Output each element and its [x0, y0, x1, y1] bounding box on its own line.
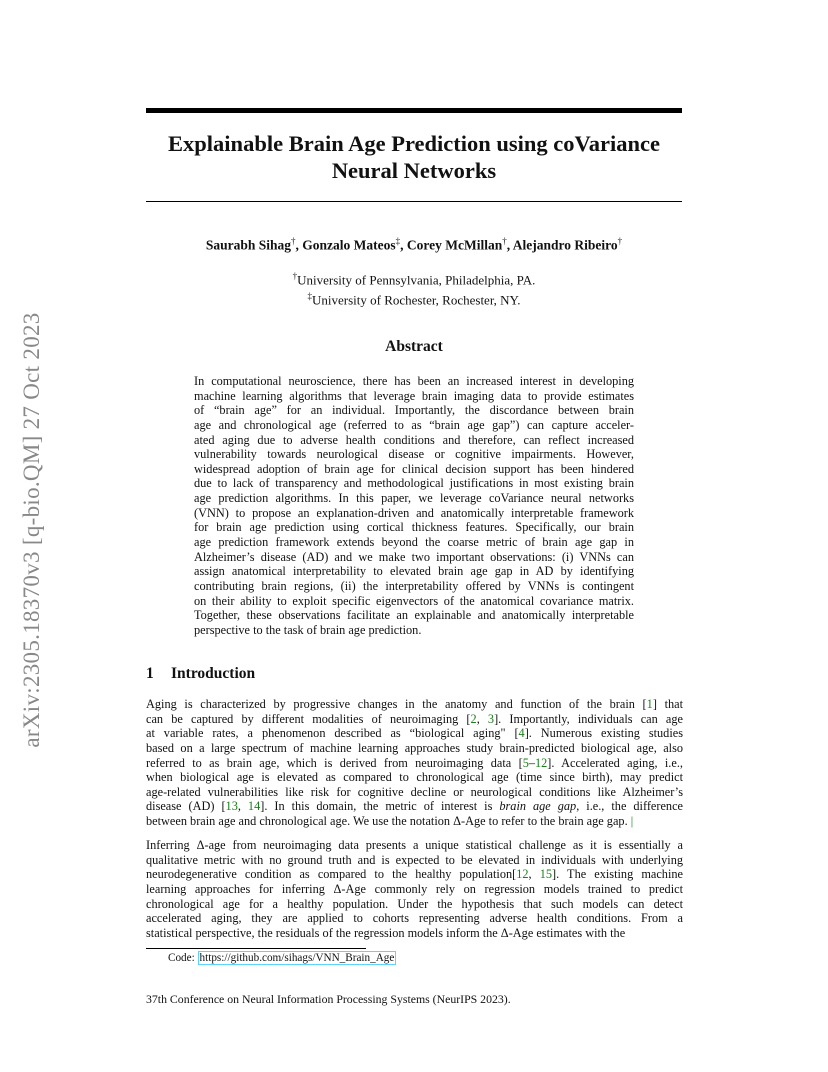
conference-footer: 37th Conference on Neural Information Processing Systems (NeurIPS 2023).: [146, 992, 511, 1006]
text-line: [146, 882, 683, 897]
title-line: Neural Networks: [331, 158, 497, 183]
abstract-body: [194, 374, 634, 638]
affiliation: [146, 288, 682, 308]
author-list: Saurabh Sihag†, Gonzalo Mateos‡, Corey McMillan†, Alejandro Ribeiro†: [205, 236, 623, 253]
abstract-line: assign anatomical interpretability to elevated brain age gap in AD by identifying: [194, 564, 634, 579]
title-bottom-rule: [146, 201, 682, 202]
citation-link[interactable]: 12: [535, 755, 548, 770]
affiliation: [146, 268, 682, 288]
section-title: Introduction: [171, 665, 256, 682]
text-line: [146, 897, 683, 912]
abstract-line: age prediction framework extends beyond the coarse metric of brain age gap in: [194, 535, 634, 550]
text-segment: learning approaches for inferring Δ-Age commonly rely on regression models trained to predict: [146, 881, 683, 896]
citation-link[interactable]: 4: [518, 726, 525, 741]
text-line: [146, 814, 683, 829]
abstract-line: contributing brain regions, (ii) the interpretability offered by VNNs is contingent: [194, 578, 634, 593]
abstract-line: In computational neuroscience, there has been an increased interest in developing: [194, 374, 634, 388]
text-line: [146, 867, 683, 882]
text-segment: , i.e., the difference: [576, 799, 683, 814]
text-line: [146, 726, 683, 741]
text-segment: neurodegenerative condition as compared to the healthy population[: [146, 867, 517, 882]
text-line: [146, 785, 683, 800]
author-mark: †: [502, 236, 507, 246]
text-line: [146, 712, 683, 727]
text-segment: ,: [476, 711, 488, 726]
abstract-line: perspective to the task of brain age prediction.: [194, 622, 422, 637]
text-segment: ]. The existing machine: [552, 867, 683, 882]
footnote-rule: [146, 948, 366, 949]
citation-link[interactable]: 1: [646, 697, 653, 711]
paper-title: [146, 130, 682, 184]
citation-link[interactable]: |: [630, 814, 634, 829]
text-segment: qualitative metric with no ground truth and is expected to be elevated in individuals with underlying: [146, 852, 683, 867]
citation-link[interactable]: 14: [247, 799, 261, 814]
text-segment: Inferring Δ-age from neuroimaging data presents a unique statistical challenge as it is essentially a: [146, 838, 683, 852]
abstract-line: due to lack of transparency and methodological justifications in most existing brain: [194, 476, 634, 491]
text-segment: ]. Accelerated aging, i.e.,: [547, 755, 683, 770]
text-segment: ,: [237, 799, 248, 814]
footnote-prefix: Code:: [168, 952, 198, 964]
abstract-line: machine learning algorithms that leverage brain imaging data to provide estimates: [194, 388, 634, 403]
section-number: 1: [146, 665, 154, 682]
citation-link[interactable]: 3: [487, 711, 495, 726]
introduction-paragraph-1: [146, 697, 683, 829]
section-heading: [146, 665, 255, 683]
text-segment: statistical perspective, the residuals of the regression models inform the Δ-Age estimates with the: [146, 925, 626, 940]
text-segment: between brain age and chronological age. We use the notation Δ-Age to refer to the brain age gap.: [146, 814, 631, 829]
arxiv-identifier: arXiv:2305.18370v3 [q-bio.QM] 27 Oct 2023: [19, 312, 44, 748]
author-mark: †: [291, 236, 296, 246]
citation-link[interactable]: 5: [522, 755, 529, 770]
author-name: Gonzalo Mateos: [302, 237, 396, 253]
text-segment: disease (AD) [: [146, 799, 226, 814]
citation-link[interactable]: 13: [225, 799, 238, 814]
title-line: Explainable Brain Age Prediction using coVariance: [168, 131, 660, 156]
text-line: [146, 926, 683, 941]
citation-link[interactable]: 2: [470, 711, 477, 726]
text-segment: when biological age is elevated as compared to chronological age (time since birth), may predict: [146, 770, 683, 785]
text-line: [146, 697, 683, 712]
abstract-line: Together, these observations facilitate an explainable and anatomically interpretable: [194, 608, 634, 623]
abstract-line: age and chronological age (referred to as “brain age gap”) can capture acceler-: [194, 417, 634, 432]
text-line: [146, 838, 683, 853]
text-segment: age-related vulnerabilities like risk for cognitive decline or neurological conditions like Alzheimer’s: [146, 784, 683, 799]
title-top-rule: [146, 108, 682, 113]
text-segment: chronological age for a healthy population. Under the hypothesis that such models can detect: [146, 896, 683, 911]
author-name: Corey McMillan: [406, 237, 503, 253]
author-name: Saurabh Sihag: [205, 237, 292, 253]
author-mark: ‡: [395, 236, 401, 246]
text-segment: ,: [528, 867, 540, 882]
text-segment: based on a large spectrum of machine learning approaches study brain-predicted biological age, also: [146, 740, 683, 755]
abstract-line: on their ability to exploit specific eigenvectors of the anatomical covariance matrix.: [194, 593, 634, 608]
text-line: [146, 741, 683, 756]
emphasis-text: brain age gap: [499, 799, 577, 814]
abstract-line: ated aging due to adverse health conditions and therefore, can reflect increased: [194, 432, 634, 447]
affiliation-mark: †: [292, 271, 298, 281]
code-footnote: [168, 952, 396, 964]
citation-link[interactable]: 12: [516, 867, 529, 882]
text-line: [146, 770, 683, 785]
abstract-line: age prediction algorithms. In this paper, we leverage coVariance neural networks: [194, 491, 634, 506]
text-segment: accelerated aging, they are applied to cohorts representing adverse health conditions. From a: [146, 911, 683, 926]
citation-link[interactable]: 15: [539, 867, 552, 882]
text-line: [146, 756, 683, 771]
introduction-paragraph-2: [146, 838, 683, 940]
text-segment: ]. Numerous existing studies: [524, 726, 683, 741]
text-segment: Aging is characterized by progressive changes in the anatomy and function of the brain [: [146, 697, 647, 711]
text-segment: at variable rates, a phenomenon described as “biological aging" [: [146, 726, 519, 741]
text-line: [146, 799, 683, 814]
text-segment: can be captured by different modalities of neuroimaging [: [146, 711, 471, 726]
author-mark: †: [617, 236, 623, 246]
text-line: [146, 853, 683, 868]
abstract-line: of “brain age” for an individual. Importantly, the discordance between brain: [194, 403, 634, 418]
abstract-line: (VNN) to propose an explanation-driven and anatomically interpretable framework: [194, 505, 634, 520]
abstract-line: vulnerability towards neurological disease or cognitive impairments. However,: [194, 447, 634, 462]
text-segment: ]. Importantly, individuals can age: [494, 711, 683, 726]
affiliation-text: University of Rochester, Rochester, NY.: [312, 292, 521, 308]
abstract-heading: Abstract: [385, 338, 443, 355]
text-segment: –: [528, 755, 535, 770]
abstract-line: widespread adoption of brain age for clinical decision support has been hindered: [194, 461, 634, 476]
text-line: [146, 911, 683, 926]
code-link[interactable]: https://github.com/sihags/VNN_Brain_Age: [199, 952, 395, 964]
affiliation-mark: ‡: [307, 291, 312, 302]
abstract-line: for brain age prediction using cortical thickness features. Specifically, our brain: [194, 520, 634, 535]
affiliations: [146, 268, 682, 309]
arxiv-identifier-margin: [10, 270, 54, 790]
text-segment: ] that: [652, 697, 684, 711]
author-name: Alejandro Ribeiro: [512, 237, 618, 253]
text-segment: referred to as brain age, which is derived from neuroimaging data [: [146, 755, 523, 770]
abstract-line: Alzheimer’s disease (AD) and we make two important observations: (i) VNNs can: [194, 549, 634, 564]
text-segment: ]. In this domain, the metric of interest is: [260, 799, 500, 814]
affiliation-text: University of Pennsylvania, Philadelphia, PA.: [297, 272, 536, 288]
